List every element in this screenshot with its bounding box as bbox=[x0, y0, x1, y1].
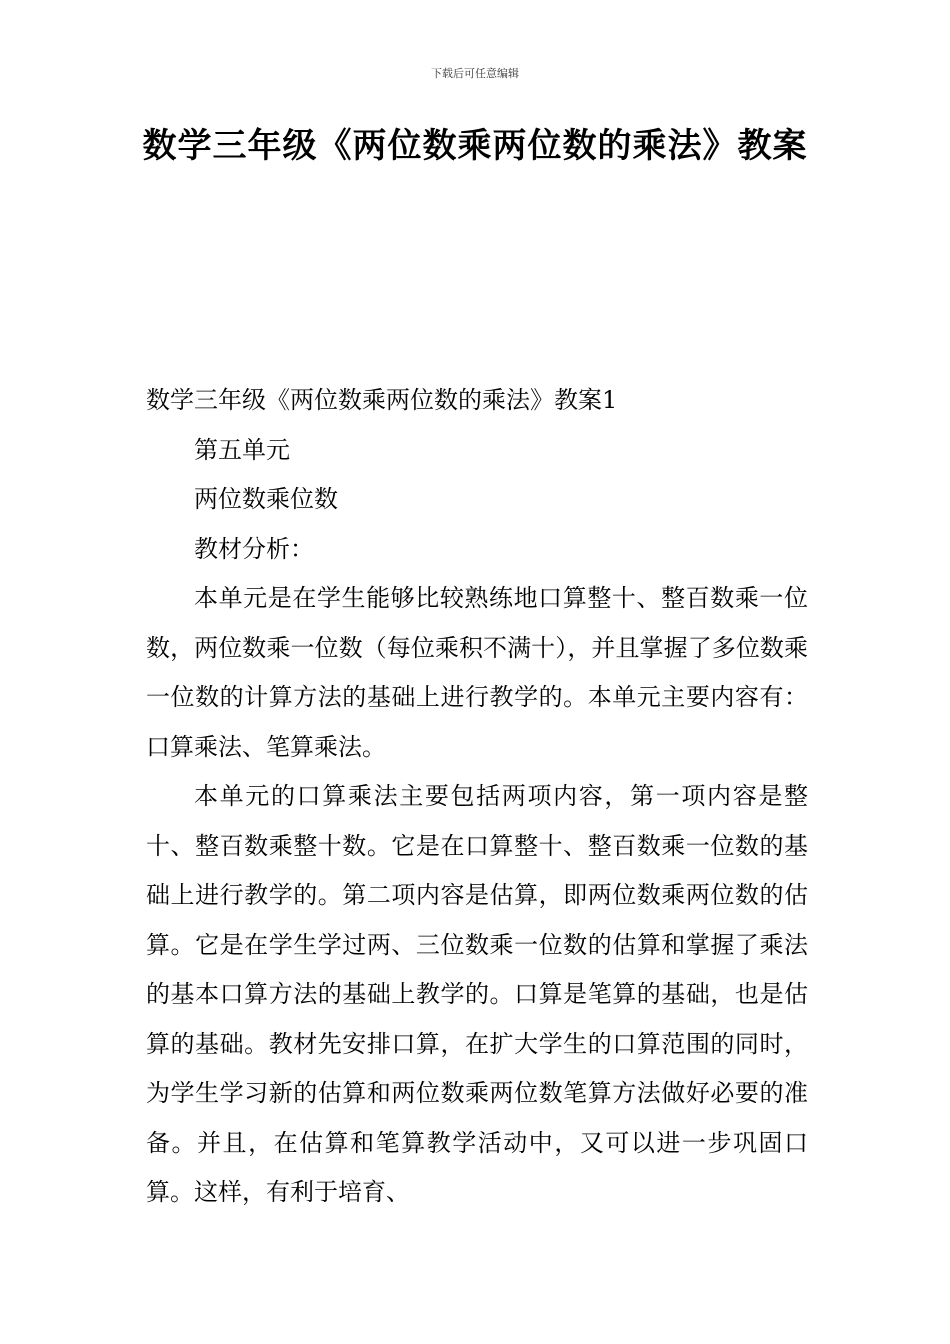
unit-label: 第五单元 bbox=[194, 435, 290, 464]
unit-topic: 两位数乘位数 bbox=[194, 485, 338, 513]
body-paragraph: 本单元的口算乘法主要包括两项内容，第一项内容是整十、整百数乘整十数。它是在口算整十、整百数乘一位数的基础上进行教学的。第二项内容是估算，即两位数乘两位数的估算。它是在学生学过两、三位数乘一位数的估算和掌握了乘法的基本口算方法的基础上教学的。口算是笔算的基础，也是估算的基础。教材先安排口算，在扩大学生的口算范围的同时，为学生学习新的估算和两位数乘两位数笔算方法做好必要的准备。并且，在估算和笔算教学活动中，又可以进一步巩固口算。这样，有利于培育、 bbox=[146, 782, 808, 1206]
document-title: 数学三年级《两位数乘两位数的乘法》教案 bbox=[142, 126, 808, 166]
body-paragraph: 本单元是在学生能够比较熟练地口算整十、整百数乘一位数，两位数乘一位数（每位乘积不满十），并且掌握了多位数乘一位数的计算方法的基础上进行教学的。本单元主要内容有：口算乘法、笔算乘法。 bbox=[146, 584, 808, 761]
document-body bbox=[146, 376, 808, 1218]
section-heading: 数学三年级《两位数乘两位数的乘法》教案1 bbox=[146, 386, 618, 414]
analysis-heading: 教材分析： bbox=[194, 534, 314, 563]
page-header: 下载后可任意编辑 bbox=[431, 67, 519, 80]
